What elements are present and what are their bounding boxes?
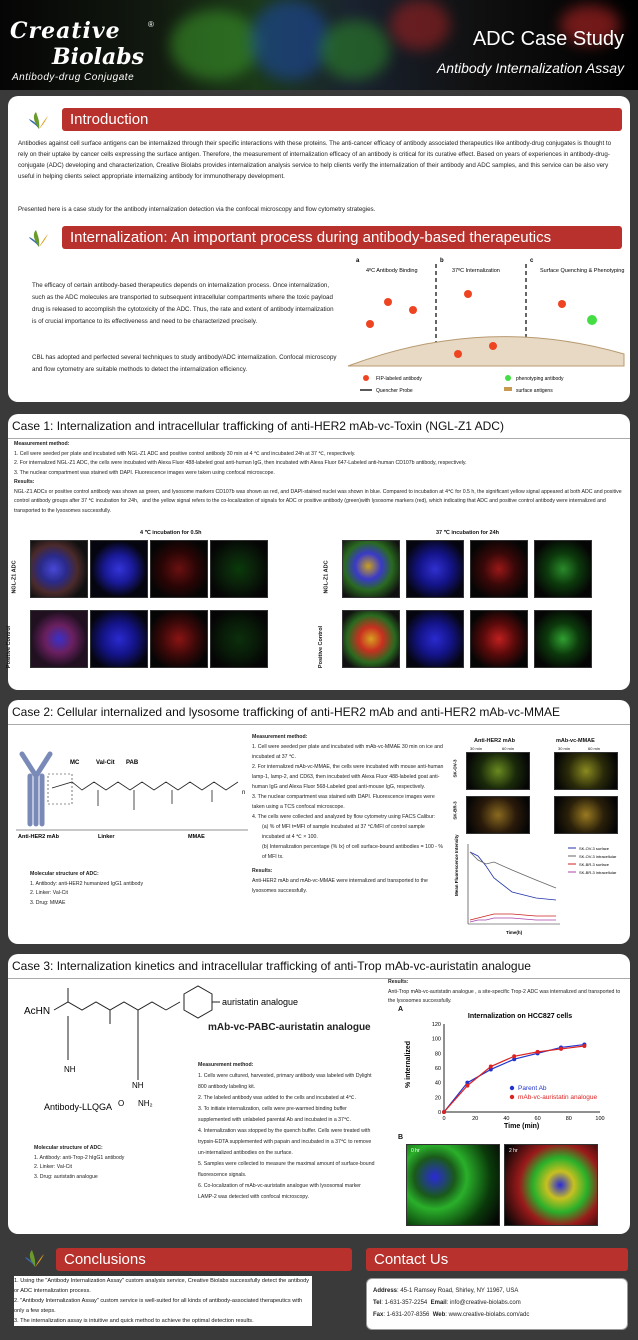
conclusions-heading: Conclusions [56, 1248, 352, 1271]
results-heading: Results: [388, 979, 409, 985]
data-point [489, 1065, 493, 1069]
timepoint-label: 60 min [588, 746, 601, 751]
banner-cell-image [390, 0, 450, 50]
structure-label: n [242, 790, 246, 796]
confocal-red-image [150, 610, 208, 668]
method-step: 4. Internalization was stopped by the quench buffer. Cells were treated with trypsin-EDTA supplemented with papain and incubated in a 37℃ to remove un-internalized antibodies on the surface. [198, 1128, 372, 1156]
step-label: 37ºC Internalization [452, 268, 500, 274]
molecular-structure-item: 1. Antibody: anti-Trop-2 hIgG1 antibody [34, 1154, 125, 1161]
confocal-red-image [150, 540, 208, 598]
company-logo[interactable] [10, 12, 160, 82]
method-step: 5. Samples were collected to measure the maximal amount of surface-bound fluorescence signals. [198, 1161, 375, 1178]
data-point [465, 1084, 469, 1088]
row-label: Positive Control [318, 625, 325, 669]
confocal-merge-image [30, 540, 88, 598]
confocal-image [466, 752, 530, 790]
structure-label: Linker [98, 834, 115, 840]
legend-marker [505, 375, 511, 381]
panel-label: B [398, 1134, 404, 1141]
method-heading: Measurement method: [198, 1062, 254, 1068]
legend-label: SK-BR-3 intracellular [579, 870, 617, 875]
y-tick-label: 80 [434, 1051, 441, 1058]
y-tick-label: 0 [437, 1110, 441, 1116]
mfi-time-chart [452, 834, 628, 940]
formula-text: (b) Internalization percentage (% Ix) of cell surface-bound antibodies = 100 - % of MFI tx. [262, 844, 443, 860]
adc-name: mAb-vc-PABC-auristatin analogue [208, 1022, 371, 1033]
confocal-dapi-image [406, 610, 464, 668]
series-line [470, 852, 556, 888]
confocal-image [504, 1144, 598, 1226]
molecular-structure-item: 2. Linker: Val-Cit [34, 1164, 72, 1170]
method-step: 4. The cells were collected and analyzed by flow cytometry using FACS Calibur: [252, 814, 435, 820]
row-label: Positive Control [6, 625, 13, 669]
conclusion-item: 3. The internalization assay is intuitive and quick method to achieve the optimal detection results. [14, 1318, 254, 1324]
data-point [559, 1047, 563, 1051]
row-label: NGL-Z1 ADC [11, 560, 18, 594]
phenotyping-antibody-icon [587, 315, 597, 325]
timepoint-label: 30 min [470, 746, 483, 751]
image-group-label: mAb-vc-MMAE [556, 738, 595, 744]
results-text: Anti-HER2 mAb and mAb-vc-MMAE were internalized and transported to the lysosomes successfully. [252, 878, 428, 894]
panel-letter: b [440, 258, 444, 264]
condition-label: 4 ℃ incubation for 0.5h [140, 530, 202, 536]
method-step: 6. Co-localization of mAb-vc-auristatin analogue with lysosomal marker LAMP-2 was detected with confocal microscopy. [198, 1183, 361, 1200]
method-step: 1. Cell were seeded per plate and incubated with mAb-vc-MMAE 30 min on ice and incubated at 37 ℃. [252, 744, 443, 760]
case1-card [8, 414, 630, 690]
website-link[interactable]: : www.creative-biolabs.com/adc [445, 1312, 530, 1318]
molecular-structure-item: 3. Drug: auristatin analogue [34, 1173, 98, 1180]
intro-paragraph: Antibodies against cell surface antigens can be internalized through their specific interactions with these proteins. The anti-cancer efficacy of antibody associated therapeutics like antibody-drug conjugates is thought to rely on their uptake by cancer cells expressing the surface antigen. Therefore, the measurement of internalization efficacy of an antibody is critical for its curative effect. Based on years of experiences in antibody-drug-conjugate (ADC) developing and characterization, Creative Biolabs provides internalization analysis service to help clients verify the internalization of their antibody and ADC samples, and this service can be also very useful in helping clients select appropriate internalizing antibody for immunotherapy development. [18, 140, 612, 180]
confocal-merge-image [342, 540, 400, 598]
confocal-dapi-image [90, 540, 148, 598]
chart-y-label: % internalized [405, 1040, 412, 1088]
poster-title: ADC Case Study [472, 28, 624, 50]
structure-label: O [118, 1099, 125, 1108]
molecular-structure-item: 3. Drug: MMAE [30, 899, 66, 906]
tel-value[interactable]: : 1-631-357-2254 [381, 1300, 428, 1306]
introduction-heading: Introduction [62, 108, 622, 131]
results-heading: Results: [14, 479, 35, 485]
legend-label: SK-OV-3 intracellular [579, 854, 617, 859]
series-line [470, 914, 556, 920]
x-tick-label: 20 [472, 1116, 479, 1122]
method-step: 2. The labeled antibody was added to the cells and incubated at 4℃. [198, 1095, 357, 1101]
structure-label: MMAE [188, 834, 205, 840]
method-step: 3. The nuclear compartment was stained with DAPI. Fluorescence images were taken using a TCS confocal microscope. [252, 794, 435, 810]
structure-label: Anti-HER2 mAb [18, 834, 59, 840]
internalization-kinetics-chart [400, 1008, 626, 1130]
molecular-structure-heading: Molecular structure of ADC: [30, 871, 99, 877]
mmae-adc-structure [12, 734, 252, 840]
contact-heading: Contact Us [366, 1248, 628, 1271]
x-tick-label: 100 [595, 1116, 605, 1122]
conclusions-list [14, 1276, 312, 1326]
case3-card [8, 954, 630, 1234]
method-heading: Measurement method: [14, 441, 70, 447]
leaf-icon [28, 228, 50, 248]
email-label: Email [430, 1300, 447, 1306]
structure-label: Antibody-LLQGA [44, 1102, 113, 1112]
legend-marker [504, 387, 512, 391]
timepoint-label: 60 min [502, 746, 515, 751]
x-tick-label: 40 [503, 1116, 510, 1122]
data-point [582, 1044, 586, 1048]
banner-cell-image [320, 20, 390, 80]
structure-label: NH₂ [138, 1099, 153, 1108]
banner-cell-image [170, 10, 260, 80]
y-tick-label: 40 [434, 1080, 441, 1087]
confocal-image [466, 796, 530, 834]
molecular-structure-item: 1. Antibody: anti-HER2 humanized IgG1 antibody [30, 880, 144, 887]
confocal-green-image [534, 610, 592, 668]
method-heading: Measurement method: [252, 734, 308, 740]
email-link[interactable]: : info@creative-biolabs.com [446, 1300, 521, 1306]
conclusion-item: 1. Using the "Antibody Internalization Assay" custom analysis service, Creative Biolabs successfully detect the antibody or ADC internalization process. [14, 1278, 309, 1294]
case1-title: Case 1: Internalization and intracellular trafficking of anti-HER2 mAb-vc-Toxin (NGL-Z1 ADC) [8, 414, 630, 439]
case3-title: Case 3: Internalization kinetics and intracellular trafficking of anti-Trop mAb-vc-auristatin analogue [8, 954, 630, 979]
intro-paragraph: Presented here is a case study for the antibody internalization detection via the confocal microscopy and flow cytometry strategies. [18, 206, 376, 213]
legend-label: Quencher Probe [376, 388, 413, 394]
confocal-red-image [470, 540, 528, 598]
logo-registered-mark: ® [148, 20, 154, 29]
legend-marker [363, 375, 369, 381]
method-step: 1. Cells were cultured, harvested, primary antibody was labeled with Dylight 800 antibody labeling kit. [198, 1073, 372, 1090]
contact-box [366, 1278, 628, 1330]
row-label: NGL-Z1 ADC [323, 560, 330, 594]
conclusion-item: 2. "Antibody Internalization Assay" custom service is well-suited for all kinds of antibody-associated therapeutics with only a few steps. [14, 1298, 303, 1314]
structure-label: auristatin analogue [222, 997, 299, 1007]
confocal-red-image [470, 610, 528, 668]
panel-letter: c [530, 258, 534, 264]
confocal-image [406, 1144, 500, 1226]
fax-label: Fax [373, 1312, 384, 1318]
legend-label: mAb-vc-auristatin analogue [518, 1094, 598, 1101]
legend-marker [510, 1086, 514, 1090]
x-tick-label: 60 [534, 1116, 541, 1122]
confocal-green-image [210, 540, 268, 598]
panel-label: A [398, 1006, 404, 1013]
confocal-image [554, 796, 618, 834]
legend-label: phenotyping antibody [516, 376, 564, 382]
poster-subtitle: Antibody Internalization Assay [436, 60, 624, 76]
method-step: 3. The nuclear compartment was stained with DAPI. Fluorescence images were taken using confocal microscope. [14, 469, 275, 476]
series-line [470, 918, 556, 922]
confocal-green-image [534, 540, 592, 598]
leaf-icon [28, 110, 50, 130]
web-label: Web [432, 1312, 446, 1318]
leaf-icon [24, 1248, 46, 1268]
structure-label: PAB [126, 760, 139, 766]
row-label: SK-BR-3 [452, 801, 458, 820]
step-label: 4ºC Antibody Binding [366, 268, 418, 274]
method-step: 1. Cell were seeded per plate and incubated with NGL-Z1 ADC and positive control antibody 30 min at 4 ℃ and incubated 24h at 37 ℃, respectively. [14, 450, 356, 457]
confocal-merge-image [30, 610, 88, 668]
internalization-process-diagram [348, 254, 624, 400]
data-point [536, 1050, 540, 1054]
row-label: SK-OV-3 [452, 759, 458, 778]
x-tick-label: 0 [442, 1116, 446, 1122]
chart-x-label: Time (min) [504, 1123, 540, 1130]
structure-label: MC [70, 760, 80, 766]
logo-text: Creative [10, 18, 121, 44]
structure-label: Val-Cit [96, 760, 115, 766]
legend-label: SK-BR-3 surface [579, 862, 610, 867]
logo-text: Biolabs [52, 44, 145, 70]
confocal-dapi-image [406, 540, 464, 598]
molecular-structure-item: 2. Linker: Val-Cit [30, 890, 68, 896]
legend-marker [510, 1095, 514, 1099]
chart-y-label: Mean Fluorescence Intensity [454, 834, 459, 896]
confocal-merge-image [342, 610, 400, 668]
condition-label: 37 ℃ incubation for 24h [436, 530, 500, 536]
internalization-paragraph: CBL has adopted and perfected several techniques to study antibody/ADC internalization. Confocal microscopy and flow cytometry are suitable methods to detect the internalization efficiency. [32, 354, 337, 373]
timepoint-label: 30 min [558, 746, 571, 751]
results-heading: Results: [252, 868, 273, 874]
legend-label: Parent Ab [518, 1085, 547, 1092]
image-timepoint: 2 hr [509, 1148, 518, 1154]
formula-text: (a) % of MFI t=MFI of sample incubated at 37 ℃/MFI of control sample incubated at 4 ℃ × 100. [262, 824, 425, 840]
fax-value: : 1-631-207-8356 [383, 1312, 430, 1318]
chart-x-label: Time(h) [506, 930, 523, 935]
case2-title: Case 2: Cellular internalized and lysosome trafficking of anti-HER2 mAb and anti-HER2 mAb-vc-MMAE [8, 700, 630, 725]
internalization-paragraph: The efficacy of certain antibody-based therapeutics depends on internalization process. Once internalization, such as the ADC molecules are transported to subsequent intracellular compartments where the toxic payload drug is released to accomplish the cytotoxicity of the ADC. Thus, the rate and extent of antibody internalization is of crucial importance to its effectiveness and need to be characterized precisely. [32, 282, 334, 325]
structure-label: AcHN [24, 1006, 51, 1017]
legend-label: surface antigens [516, 388, 553, 394]
chart-title: Internalization on HCC827 cells [467, 1013, 573, 1020]
case2-card [8, 700, 630, 944]
image-group-label: Anti-HER2 mAb [474, 738, 515, 744]
method-step: 3. To initiate internalization, cells were pre-warmed binding buffer supplemented with unlabeled parental Ab and incubated in a 37℃. [198, 1106, 352, 1123]
series-line [470, 852, 556, 900]
data-point [512, 1054, 516, 1058]
results-text: NGL-Z1 ADCs or positive control antibody was shown as green, and lysosome markers CD107b was shown as red, and DAPI-stained nuclei was shown in blue. Compared to incubation at 4℃ for 0.5 h, the significant yellow signal appeared at both ADC and positive control antibody groups after 37 ℃ incubation for 24h，and the yellow signal refers to the co-localization of signals for ADC or positive antibody (green)with lysosome markers (red), which indicating that ADC and positive control antibody were internalized and transported to the lysosomes successfully. [14, 488, 622, 514]
legend-label: FIP-labeled antibody [376, 376, 422, 382]
panel-letter: a [356, 258, 360, 264]
results-text: Anti-Trop mAb-vc-auristatin analogue , a site-specific Trop-2 ADC was internalized and transported to the lysosomes successfully. [388, 988, 621, 1004]
address-label: Address [373, 1288, 398, 1294]
image-timepoint: 0 hr [411, 1148, 420, 1154]
structure-label: NH [64, 1065, 76, 1074]
y-tick-label: 20 [434, 1095, 441, 1102]
confocal-green-image [210, 610, 268, 668]
step-label: Surface Quenching & Phenotyping [540, 268, 625, 274]
data-point [442, 1110, 446, 1114]
legend-label: SK-OV-3 surface [579, 846, 610, 851]
structure-label: NH [132, 1081, 144, 1090]
intro-card [8, 96, 630, 402]
confocal-dapi-image [90, 610, 148, 668]
header-banner [0, 0, 638, 90]
y-tick-label: 120 [431, 1022, 441, 1028]
y-tick-label: 100 [431, 1036, 441, 1043]
logo-tagline: Antibody-drug Conjugate [12, 72, 135, 83]
method-step: 2. For internalized mAb-vc-MMAE, the cells were incubated with mouse anti-human lamp-1, lamp-2, and CD63, then incubated with Alexa Fluor 488-labeled goat anti-human IgG and Alexa Fluor 568-Labeled goat anti-mouse IgG, respectively. [252, 764, 444, 790]
y-tick-label: 60 [434, 1066, 441, 1072]
method-step: 2. For internalized NGL-Z1 ADC, the cells were incubated with Alexa Fluor 488-labeled goat anti-human IgG, then incubated with Alexa Fluor 647-Labeled anti-human CD107b antibody, respectively. [14, 460, 467, 466]
internalization-heading: Internalization: An important process during antibody-based therapeutics [62, 226, 622, 249]
confocal-image [554, 752, 618, 790]
address-value: : 45-1 Ramsey Road, Shirley, NY 11967, USA [397, 1288, 519, 1294]
banner-cell-image [250, 0, 330, 80]
tel-label: Tel [373, 1300, 382, 1306]
x-tick-label: 80 [565, 1116, 572, 1122]
molecular-structure-heading: Molecular structure of ADC: [34, 1145, 103, 1151]
